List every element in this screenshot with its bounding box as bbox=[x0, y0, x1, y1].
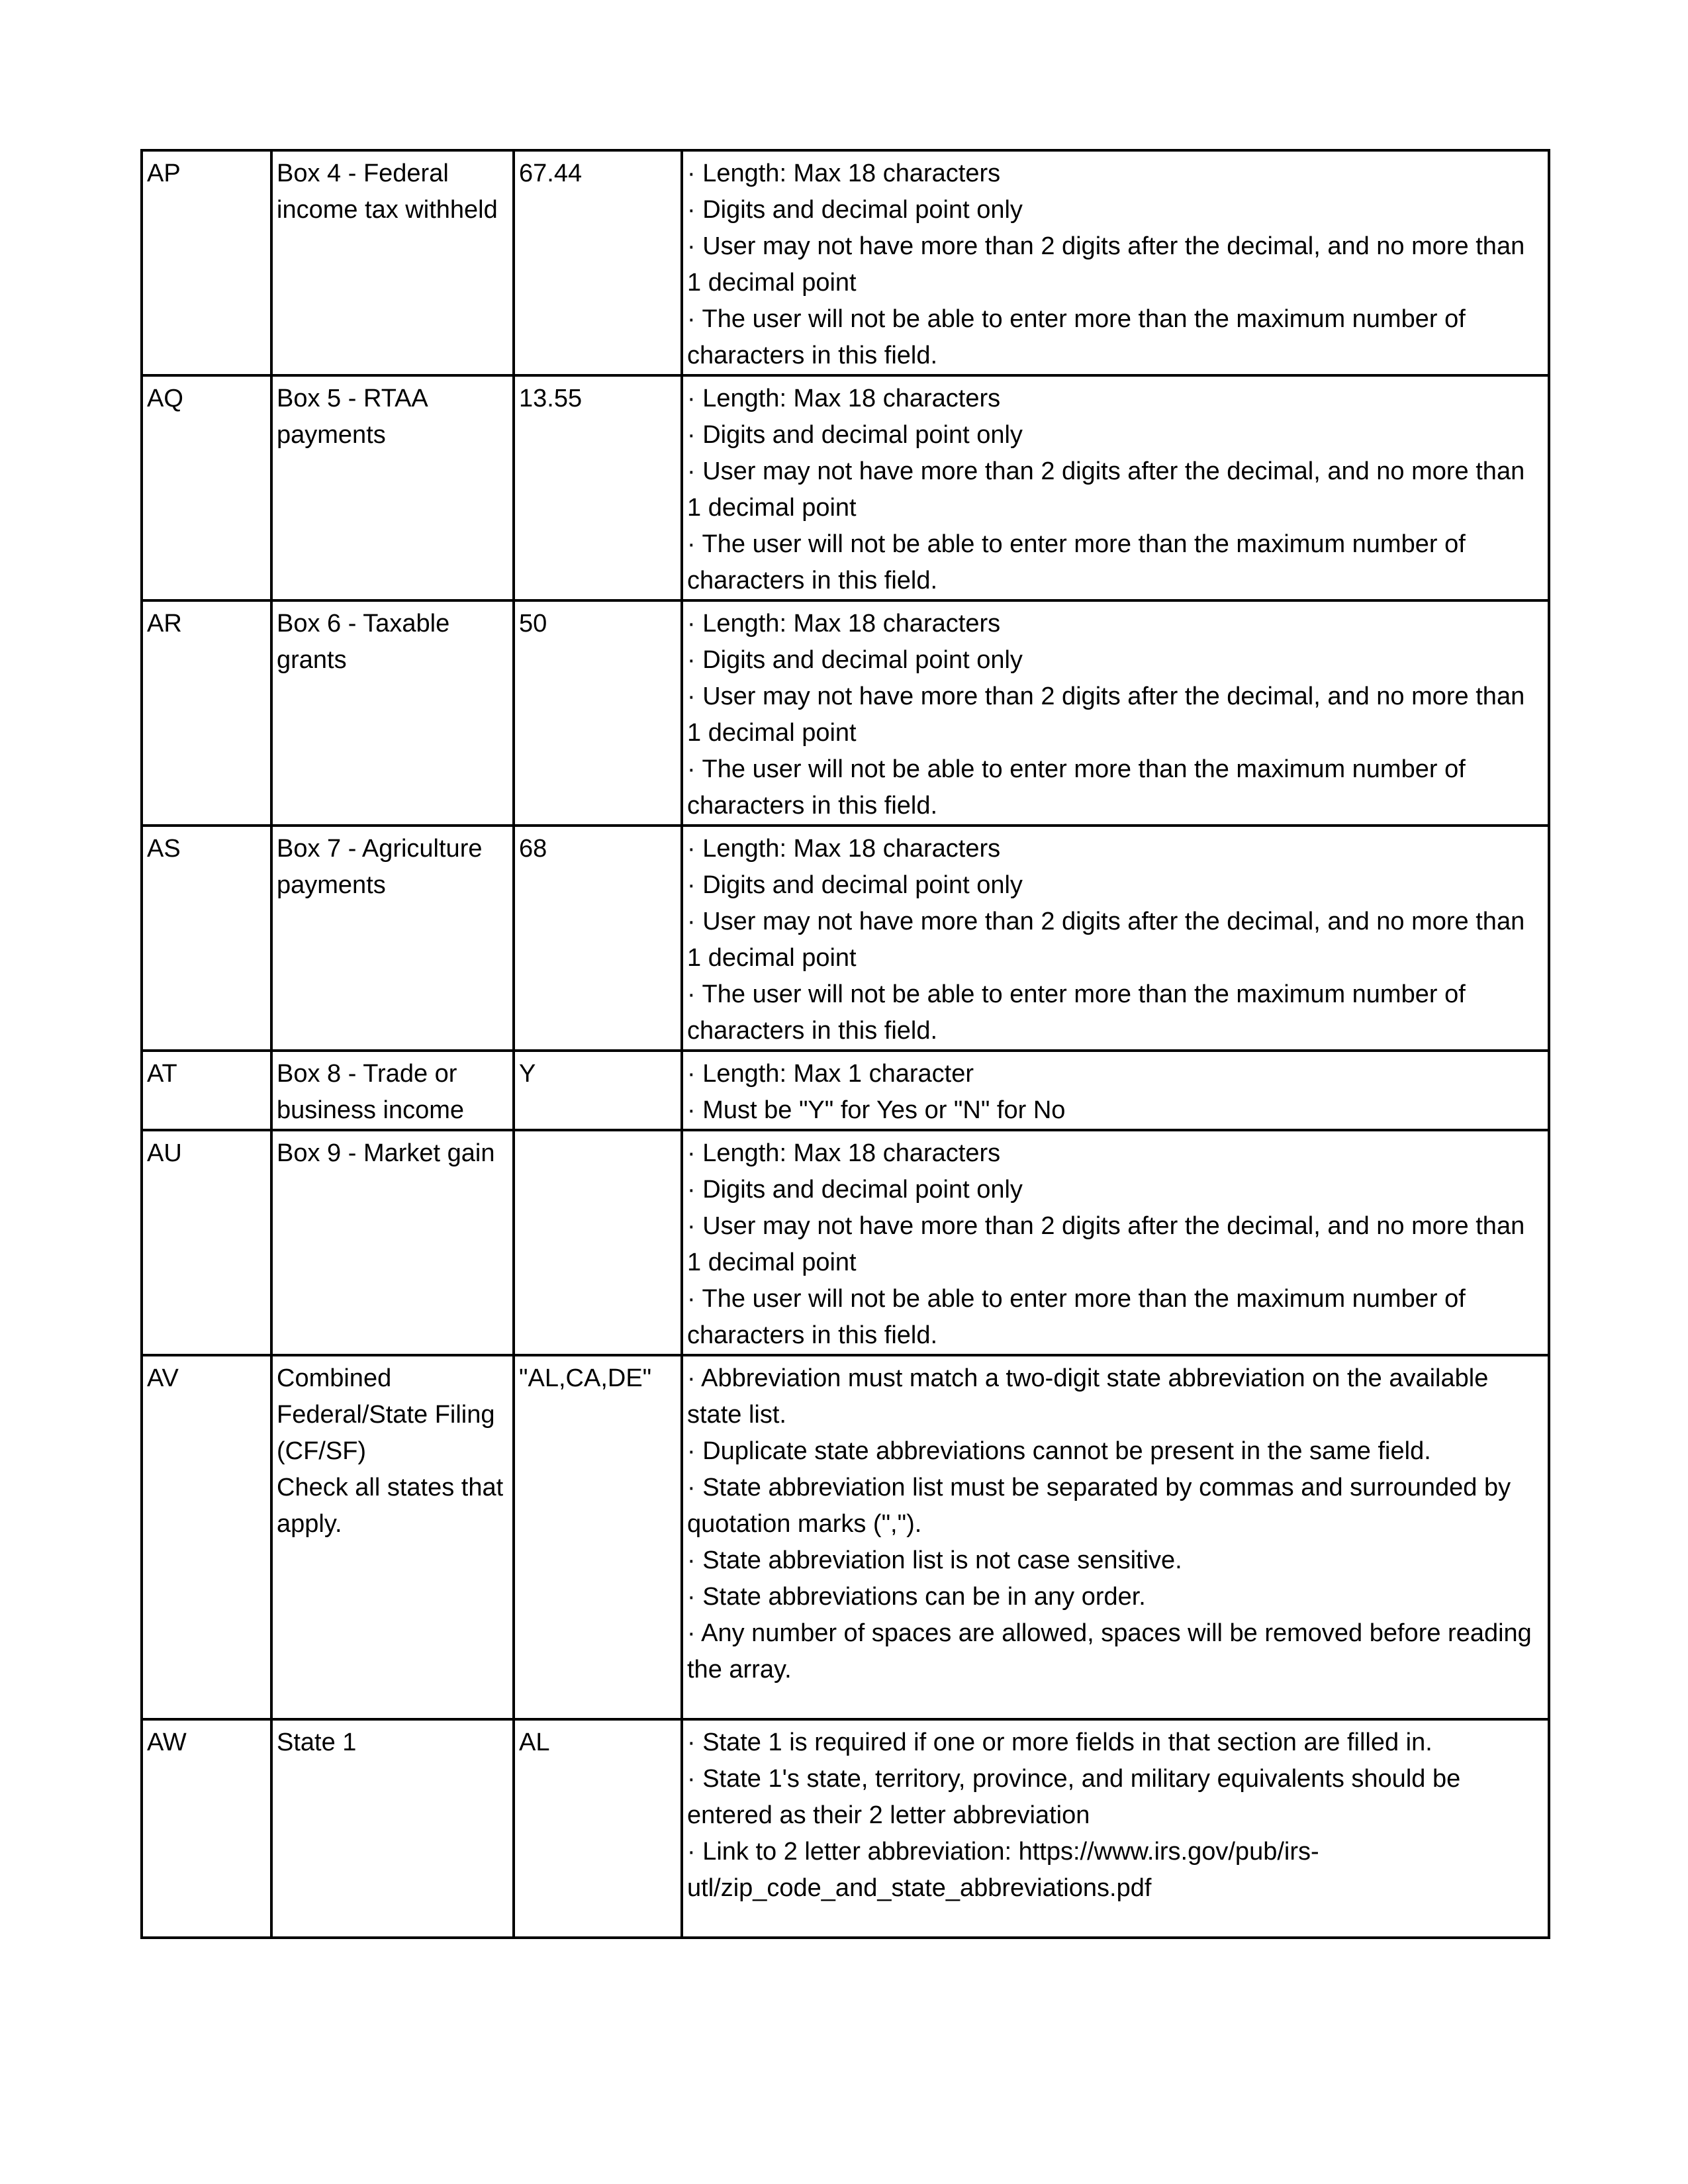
field-name-cell bbox=[271, 1051, 514, 1130]
field-spec-table-body bbox=[142, 150, 1549, 1938]
column-code-cell: AT bbox=[142, 1051, 271, 1130]
rule-line: · Duplicate state abbreviations cannot be present in the same field. bbox=[687, 1437, 1431, 1465]
field-name-line: Combined bbox=[277, 1364, 392, 1392]
field-name-line: apply. bbox=[277, 1510, 342, 1538]
rule-line: · The user will not be able to enter more than the maximum number of characters in this field. bbox=[687, 755, 1473, 820]
field-name-line: Box 4 - Federal bbox=[277, 160, 449, 187]
rule-line: · Must be "Y" for Yes or "N" for No bbox=[687, 1096, 1066, 1124]
field-name-line: income tax withheld bbox=[277, 196, 498, 224]
sample-value-cell: AL bbox=[514, 1719, 682, 1938]
rule-line: · State 1 is required if one or more fields in that section are filled in. bbox=[687, 1729, 1432, 1756]
table-row bbox=[142, 1355, 1549, 1719]
validation-rules-cell bbox=[682, 150, 1549, 375]
field-name-cell bbox=[271, 1719, 514, 1938]
rule-line: · Length: Max 18 characters bbox=[687, 1139, 1001, 1167]
table-row bbox=[142, 1051, 1549, 1130]
validation-rules-cell bbox=[682, 1719, 1549, 1938]
sample-value-cell: Y bbox=[514, 1051, 682, 1130]
table-row bbox=[142, 1719, 1549, 1938]
column-code-cell: AP bbox=[142, 150, 271, 375]
rule-line: · Digits and decimal point only bbox=[687, 1176, 1023, 1204]
validation-rules-cell bbox=[682, 1355, 1549, 1719]
rule-line: · User may not have more than 2 digits after the decimal, and no more than 1 decimal point bbox=[687, 683, 1532, 747]
rule-line: · User may not have more than 2 digits after the decimal, and no more than 1 decimal point bbox=[687, 232, 1532, 297]
field-name-line: Box 8 - Trade or bbox=[277, 1060, 457, 1088]
rule-line: · Any number of spaces are allowed, spaces will be removed before reading the array. bbox=[687, 1619, 1539, 1684]
rule-line: · Digits and decimal point only bbox=[687, 871, 1023, 899]
field-name-line: payments bbox=[277, 421, 386, 449]
rule-line: · Abbreviation must match a two-digit state abbreviation on the available state list. bbox=[687, 1364, 1495, 1429]
field-name-line: Federal/State Filing bbox=[277, 1401, 495, 1429]
field-name-line: payments bbox=[277, 871, 386, 899]
validation-rules-cell bbox=[682, 600, 1549, 826]
field-name-cell bbox=[271, 150, 514, 375]
field-name-cell bbox=[271, 375, 514, 600]
field-name-cell bbox=[271, 1355, 514, 1719]
sample-value-cell: 68 bbox=[514, 826, 682, 1051]
rule-line: · State abbreviations can be in any order. bbox=[687, 1583, 1146, 1611]
rule-line: · User may not have more than 2 digits after the decimal, and no more than 1 decimal point bbox=[687, 457, 1532, 522]
rule-line: · Length: Max 18 characters bbox=[687, 160, 1001, 187]
rule-line: · State abbreviation list is not case sensitive. bbox=[687, 1546, 1182, 1574]
field-name-line: Box 5 - RTAA bbox=[277, 385, 428, 412]
table-row bbox=[142, 375, 1549, 600]
field-name-line: Box 6 - Taxable bbox=[277, 610, 450, 638]
field-name-cell bbox=[271, 826, 514, 1051]
rule-line: · The user will not be able to enter more than the maximum number of characters in this field. bbox=[687, 1285, 1473, 1349]
sample-value-cell: 13.55 bbox=[514, 375, 682, 600]
sample-value-cell: 50 bbox=[514, 600, 682, 826]
column-code-cell: AW bbox=[142, 1719, 271, 1938]
validation-rules-cell bbox=[682, 1130, 1549, 1355]
column-code-cell: AR bbox=[142, 600, 271, 826]
validation-rules-cell bbox=[682, 826, 1549, 1051]
rule-line: · Length: Max 1 character bbox=[687, 1060, 974, 1088]
field-name-line: Box 7 - Agriculture bbox=[277, 835, 483, 863]
field-name-line: business income bbox=[277, 1096, 465, 1124]
column-code-cell: AS bbox=[142, 826, 271, 1051]
rule-line: · The user will not be able to enter more than the maximum number of characters in this field. bbox=[687, 305, 1473, 369]
rule-line: · Digits and decimal point only bbox=[687, 421, 1023, 449]
field-name-line: (CF/SF) bbox=[277, 1437, 367, 1465]
field-name-line: Box 9 - Market gain bbox=[277, 1139, 495, 1167]
rule-line: · Length: Max 18 characters bbox=[687, 385, 1001, 412]
field-name-line: Check all states that bbox=[277, 1474, 504, 1501]
rule-line: · Digits and decimal point only bbox=[687, 646, 1023, 674]
rule-line: · The user will not be able to enter more than the maximum number of characters in this field. bbox=[687, 980, 1473, 1045]
rule-line: · User may not have more than 2 digits after the decimal, and no more than 1 decimal point bbox=[687, 1212, 1532, 1276]
sample-value-cell bbox=[514, 1130, 682, 1355]
column-code-cell: AQ bbox=[142, 375, 271, 600]
table-row bbox=[142, 150, 1549, 375]
sample-value-cell: 67.44 bbox=[514, 150, 682, 375]
rule-line: · Length: Max 18 characters bbox=[687, 610, 1001, 638]
rule-line: · Link to 2 letter abbreviation: https://www.irs.gov/pub/irs-utl/zip_code_and_state_abbreviations.pdf bbox=[687, 1838, 1319, 1902]
column-code-cell: AU bbox=[142, 1130, 271, 1355]
rule-line: · User may not have more than 2 digits after the decimal, and no more than 1 decimal point bbox=[687, 908, 1532, 972]
field-name-cell bbox=[271, 600, 514, 826]
table-row bbox=[142, 600, 1549, 826]
sample-value-cell: "AL,CA,DE" bbox=[514, 1355, 682, 1719]
table-row bbox=[142, 1130, 1549, 1355]
rule-line: · Length: Max 18 characters bbox=[687, 835, 1001, 863]
column-code-cell: AV bbox=[142, 1355, 271, 1719]
validation-rules-cell bbox=[682, 375, 1549, 600]
rule-line: · The user will not be able to enter more than the maximum number of characters in this field. bbox=[687, 530, 1473, 594]
field-name-line: State 1 bbox=[277, 1729, 357, 1756]
field-spec-table bbox=[140, 149, 1550, 1939]
field-name-line: grants bbox=[277, 646, 347, 674]
rule-line: · State 1's state, territory, province, and military equivalents should be entered as their 2 letter abbreviation bbox=[687, 1765, 1468, 1829]
field-name-cell bbox=[271, 1130, 514, 1355]
validation-rules-cell bbox=[682, 1051, 1549, 1130]
rule-line: · State abbreviation list must be separated by commas and surrounded by quotation marks (","). bbox=[687, 1474, 1518, 1538]
rule-line: · Digits and decimal point only bbox=[687, 196, 1023, 224]
table-row bbox=[142, 826, 1549, 1051]
